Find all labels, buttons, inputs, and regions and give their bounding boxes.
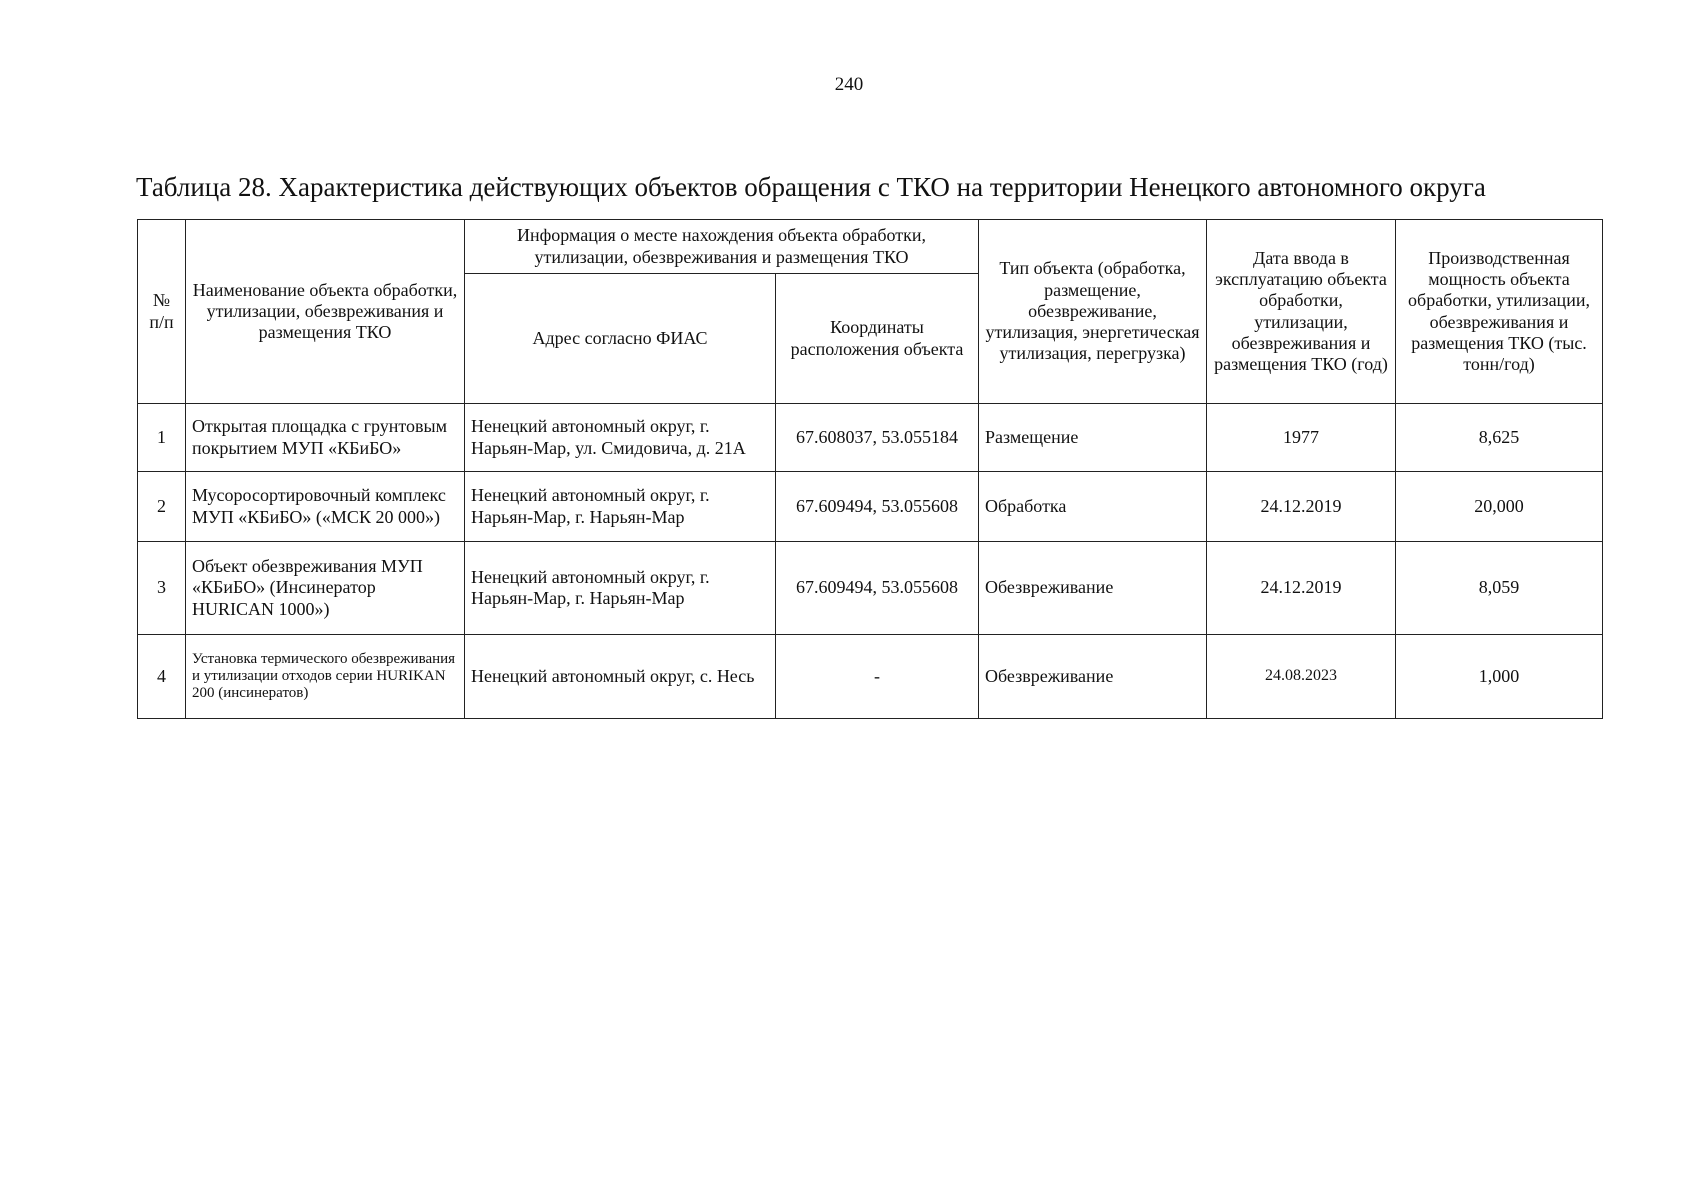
cell-address: Ненецкий автономный округ, с. Несь (465, 635, 776, 719)
page-number: 240 (834, 74, 864, 95)
cell-date: 24.12.2019 (1207, 542, 1396, 635)
table-row (138, 472, 1603, 542)
cell-coordinates: 67.608037, 53.055184 (776, 404, 979, 472)
cell-capacity: 20,000 (1396, 472, 1603, 542)
cell-name: Объект обезвреживания МУП «КБиБО» (Инсинератор HURICAN 1000») (186, 542, 465, 635)
cell-address: Ненецкий автономный округ, г. Нарьян-Мар, ул. Смидовича, д. 21А (465, 404, 776, 472)
cell-coordinates: 67.609494, 53.055608 (776, 542, 979, 635)
cell-type: Обезвреживание (979, 635, 1207, 719)
cell-num: 4 (138, 635, 186, 719)
cell-type: Обезвреживание (979, 542, 1207, 635)
table-row (138, 635, 1603, 719)
cell-capacity: 8,059 (1396, 542, 1603, 635)
table-title: Таблица 28. Характеристика действующих объектов обращения с ТКО на территории Ненецкого автономного округа (136, 172, 1486, 202)
header-location-group: Информация о месте нахождения объекта обработки, утилизации, обезвреживания и размещения ТКО (465, 220, 979, 274)
cell-num: 2 (138, 472, 186, 542)
cell-coordinates: 67.609494, 53.055608 (776, 472, 979, 542)
header-type: Тип объекта (обработка, размещение, обезвреживание, утилизация, энергетическая утилизация, перегрузка) (979, 220, 1207, 404)
header-address: Адрес согласно ФИАС (465, 274, 776, 404)
cell-date: 24.08.2023 (1207, 635, 1396, 719)
cell-date: 1977 (1207, 404, 1396, 472)
cell-coordinates: - (776, 635, 979, 719)
cell-date: 24.12.2019 (1207, 472, 1396, 542)
header-capacity: Производственная мощность объекта обработки, утилизации, обезвреживания и размещения ТКО (тыс. тонн/год) (1396, 220, 1603, 404)
cell-name: Открытая площадка с грунтовым покрытием МУП «КБиБО» (186, 404, 465, 472)
cell-address: Ненецкий автономный округ, г. Нарьян-Мар, г. Нарьян-Мар (465, 472, 776, 542)
cell-name: Установка термического обезвреживания и утилизации отходов серии HURIKAN 200 (инсинератов) (186, 635, 465, 719)
header-date: Дата ввода в эксплуатацию объекта обработки, утилизации, обезвреживания и размещения ТКО (год) (1207, 220, 1396, 404)
header-num: № п/п (138, 220, 186, 404)
cell-name: Мусоросортировочный комплекс МУП «КБиБО» («МСК 20 000») (186, 472, 465, 542)
header-coordinates: Координаты расположения объекта (776, 274, 979, 404)
cell-capacity: 8,625 (1396, 404, 1603, 472)
cell-type: Размещение (979, 404, 1207, 472)
cell-address: Ненецкий автономный округ, г. Нарьян-Мар, г. Нарьян-Мар (465, 542, 776, 635)
table-row (138, 542, 1603, 635)
table-row (138, 404, 1603, 472)
header-name: Наименование объекта обработки, утилизации, обезвреживания и размещения ТКО (186, 220, 465, 404)
cell-type: Обработка (979, 472, 1207, 542)
waste-facilities-table (137, 219, 1603, 719)
cell-capacity: 1,000 (1396, 635, 1603, 719)
table-header-row (138, 220, 1603, 274)
cell-num: 1 (138, 404, 186, 472)
cell-num: 3 (138, 542, 186, 635)
